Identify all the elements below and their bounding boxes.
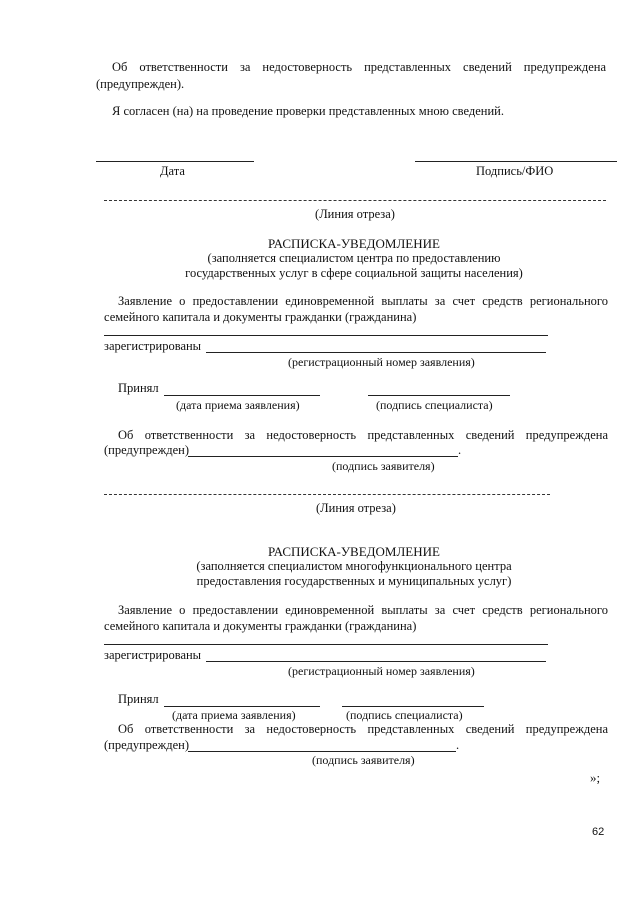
name-signature-line[interactable]: [415, 161, 617, 162]
receipt-2-responsibility-prefix: (предупрежден): [104, 738, 189, 752]
receipt-1-registered-label: зарегистрированы: [104, 339, 202, 353]
receipt-1-accept-date-line[interactable]: [164, 395, 320, 396]
receipt-2-subtitle-1: (заполняется специалистом многофункционального центра: [196, 559, 512, 573]
receipt-2-application-line-2: семейного капитала и документы гражданки (гражданина): [104, 619, 417, 633]
receipt-1-subtitle-1: (заполняется специалистом центра по предоставлению: [207, 251, 501, 265]
receipt-1-subtitle-2: государственных услуг в сфере социальной защиты населения): [185, 266, 523, 280]
closing-quote: »;: [590, 770, 601, 785]
cut-line-label-2: (Линия отреза): [316, 501, 396, 515]
receipt-2-reg-number-caption: (регистрационный номер заявления): [288, 664, 475, 678]
receipt-1-application-line-2: семейного капитала и документы гражданки (гражданина): [104, 310, 417, 324]
receipt-2-specialist-caption: (подпись специалиста): [346, 708, 463, 722]
receipt-2-applicant-caption: (подпись заявителя): [312, 753, 415, 767]
cut-line-1: [104, 200, 606, 201]
receipt-2-title: РАСПИСКА-УВЕДОМЛЕНИЕ: [268, 544, 440, 559]
receipt-1-applicant-caption: (подпись заявителя): [332, 459, 435, 473]
receipt-1-specialist-sign-line[interactable]: [368, 395, 510, 396]
cut-line-label-1: (Линия отреза): [315, 207, 395, 221]
date-signature-line[interactable]: [96, 161, 254, 162]
cut-line-2: [104, 494, 550, 495]
receipt-2-applicant-sign-line[interactable]: [188, 751, 456, 752]
receipt-1-applicant-sign-line[interactable]: [188, 456, 458, 457]
receipt-1-accepted-label: Принял: [118, 381, 159, 395]
receipt-1-responsibility-line-1: Об ответственности за недостоверность представленных сведений предупреждена: [118, 428, 608, 442]
receipt-2-reg-number-line[interactable]: [206, 661, 546, 662]
receipt-1-responsibility-prefix: (предупрежден): [104, 443, 189, 457]
receipt-1-title: РАСПИСКА-УВЕДОМЛЕНИЕ: [268, 236, 440, 251]
receipt-2-specialist-sign-line[interactable]: [342, 706, 484, 707]
consent-statement: Я согласен (на) на проведение проверки представленных мною сведений.: [112, 104, 504, 118]
date-label: Дата: [160, 164, 185, 178]
receipt-2-responsibility-line-1: Об ответственности за недостоверность представленных сведений предупреждена: [118, 722, 608, 736]
receipt-1-period: .: [458, 443, 462, 457]
page-number: 62: [592, 826, 605, 838]
signature-name-label: Подпись/ФИО: [476, 164, 554, 178]
receipt-2-period: .: [456, 738, 460, 752]
receipt-1-date-caption: (дата приема заявления): [176, 398, 300, 412]
responsibility-line-1: Об ответственности за недостоверность представленных сведений предупреждена: [112, 60, 606, 74]
responsibility-line-2: (предупрежден).: [96, 77, 185, 91]
receipt-1-documents-line[interactable]: [104, 335, 548, 336]
receipt-2-accept-date-line[interactable]: [164, 706, 320, 707]
receipt-2-application-line-1: Заявление о предоставлении единовременной выплаты за счет средств регионального: [118, 603, 608, 617]
receipt-1-application-line-1: Заявление о предоставлении единовременной выплаты за счет средств регионального: [118, 294, 608, 308]
receipt-2-documents-line[interactable]: [104, 644, 548, 645]
receipt-2-subtitle-2: предоставления государственных и муниципальных услуг): [196, 574, 512, 588]
receipt-1-specialist-caption: (подпись специалиста): [376, 398, 493, 412]
receipt-1-reg-number-caption: (регистрационный номер заявления): [288, 355, 475, 369]
receipt-2-date-caption: (дата приема заявления): [172, 708, 296, 722]
receipt-2-accepted-label: Принял: [118, 692, 159, 706]
receipt-1-reg-number-line[interactable]: [206, 352, 546, 353]
receipt-2-registered-label: зарегистрированы: [104, 648, 202, 662]
